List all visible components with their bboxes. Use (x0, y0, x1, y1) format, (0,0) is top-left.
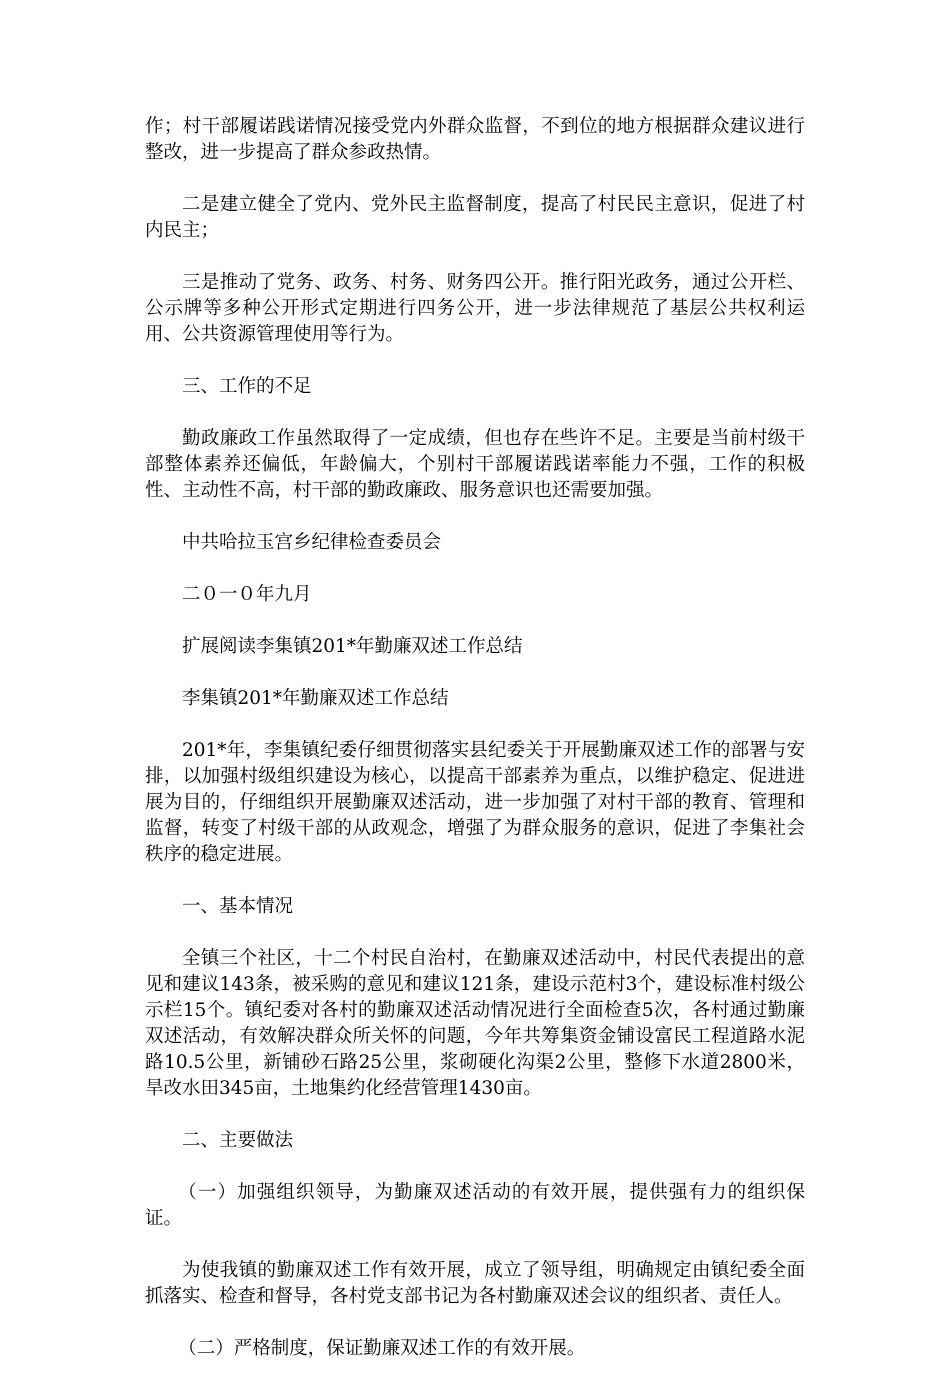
section-heading-basic-situation: 一、基本情况 (182, 896, 294, 917)
paragraph-leadership-group: 为使我镇的勤廉双述工作有效开展，成立了领导组，明确规定由镇纪委全面抓落实、检查和督导，各村党支部书记为各村勤廉双述会议的组织者、责任人。 (145, 1260, 805, 1307)
paragraph-shortcomings: 勤政廉政工作虽然取得了一定成绩，但也存在些许不足。主要是当前村级干部整体素养还偏低，年龄偏大，个别村干部履诺践诺率能力不强，工作的积极性、主动性不高，村干部的勤政廉政、服务意识也还需要加强。 (145, 428, 805, 501)
extended-reading-title: 扩展阅读李集镇201*年勤廉双述工作总结 (182, 636, 523, 657)
paragraph-basic-situation: 全镇三个社区，十二个村民自治村，在勤廉双述活动中，村民代表提出的意见和建议143条，被采购的意见和建议121条，建设示范村3个，建设标准村级公示栏15个。镇纪委对各村的勤廉双述活动情况进行全面检查5次，各村通过勤廉双述活动，有效解决群众所关怀的问题，今年共筹集资金铺设富民工程道路水泥路10.5公里，新铺砂石路25公里，浆砌硬化沟渠2公里，整修下水道2800米，旱改水田345亩，土地集约化经营管理1430亩。 (145, 948, 805, 1099)
subheading-organization-leadership: （一）加强组织领导，为勤廉双述活动的有效开展，提供强有力的组织保证。 (145, 1182, 805, 1229)
document-body (145, 114, 805, 1388)
report-title: 李集镇201*年勤廉双述工作总结 (182, 688, 449, 709)
paragraph-point-three: 三是推动了党务、政务、村务、财务四公开。推行阳光政务，通过公开栏、公示牌等多种公开形式定期进行四务公开，进一步法律规范了基层公共权利运用、公共资源管理使用等行为。 (145, 272, 805, 345)
section-heading-main-practices: 二、主要做法 (182, 1130, 294, 1151)
paragraph-point-two: 二是建立健全了党内、党外民主监督制度，提高了村民民主意识，促进了村内民主； (145, 194, 805, 241)
section-heading-shortcomings: 三、工作的不足 (182, 376, 312, 397)
paragraph-continuation: 作；村干部履诺践诺情况接受党内外群众监督，不到位的地方根据群众建议进行整改，进一步提高了群众参政热情。 (145, 116, 805, 163)
signature-organization: 中共哈拉玉宫乡纪律检查委员会 (182, 532, 442, 553)
paragraph-intro: 201*年，李集镇纪委仔细贯彻落实县纪委关于开展勤廉双述工作的部署与安排，以加强村级组织建设为核心，以提高干部素养为重点，以维护稳定、促进进展为目的，仔细组织开展勤廉双述活动，进一步加强了对村干部的教育、管理和监督，转变了村级干部的从政观念，增强了为群众服务的意识，促进了李集社会秩序的稳定进展。 (145, 740, 805, 865)
signature-date: 二０一０年九月 (182, 584, 312, 605)
subheading-strict-system: （二）严格制度，保证勤廉双述工作的有效开展。 (178, 1338, 586, 1359)
